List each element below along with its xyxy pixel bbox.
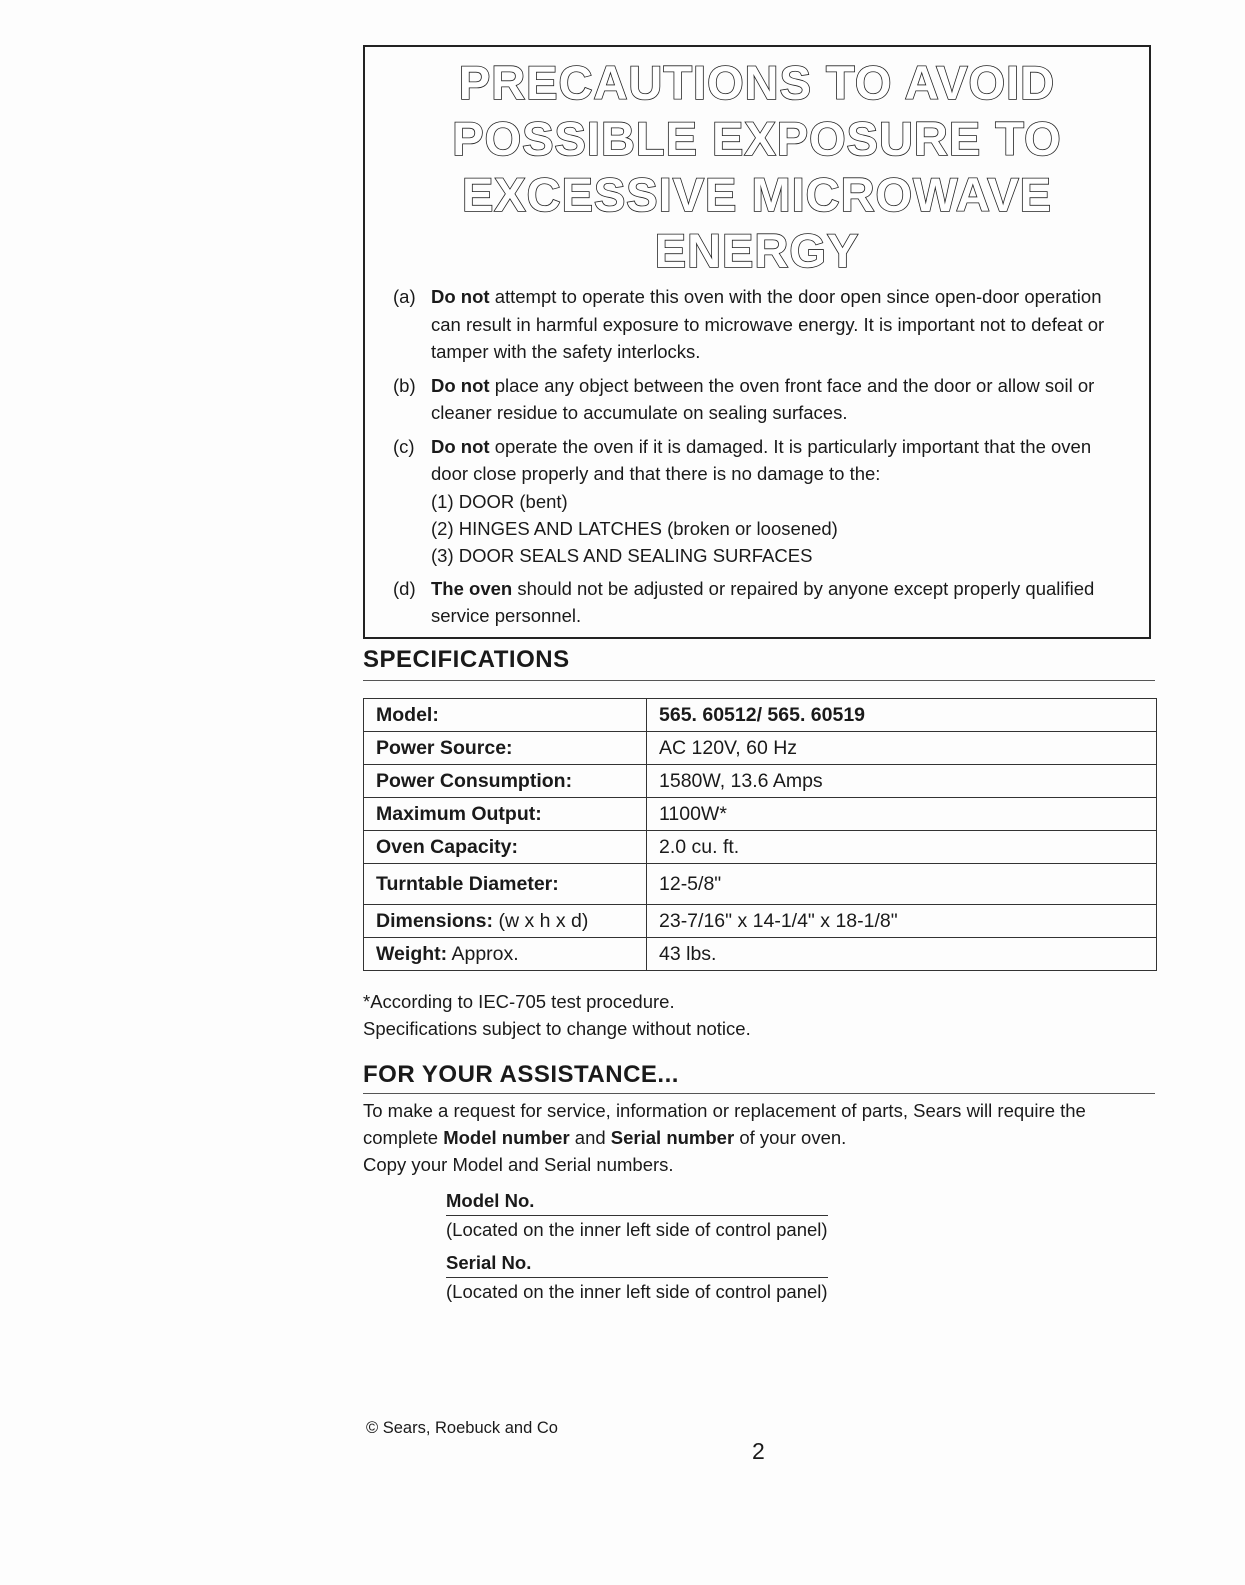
- spec-value: 43 lbs.: [647, 938, 1157, 971]
- precaution-text: operate the oven if it is damaged. It is particularly important that the oven door close properly and that there is no damage to the:: [431, 435, 1092, 484]
- precaution-label: (b): [393, 374, 416, 396]
- warning-title-line: EXCESSIVE MICROWAVE: [461, 168, 1053, 221]
- precaution-text: place any object between the oven front face and the door or allow soil or cleaner residue to accumulate on sealing surfaces.: [431, 374, 1095, 423]
- precaution-label: (c): [393, 435, 415, 457]
- table-row: [364, 732, 1157, 765]
- assistance-heading: FOR YOUR ASSISTANCE...: [363, 1061, 679, 1088]
- precaution-item: [393, 283, 1133, 366]
- spec-value: 1580W, 13.6 Amps: [647, 765, 1157, 798]
- copyright-notice: © Sears, Roebuck and Co: [366, 1419, 558, 1437]
- damage-check-item: (3) DOOR SEALS AND SEALING SURFACES: [431, 544, 813, 566]
- specifications-table: [363, 698, 1157, 971]
- table-row: [364, 864, 1157, 905]
- damage-check-item: (2) HINGES AND LATCHES (broken or loosened): [431, 517, 838, 539]
- spec-notes: [363, 988, 751, 1042]
- spec-value: 23-7/16" x 14-1/4" x 18-1/8": [647, 905, 1157, 938]
- precaution-text: should not be adjusted or repaired by anyone except properly qualified service personnel.: [431, 577, 1095, 626]
- spec-key: Maximum Output:: [364, 798, 647, 831]
- spec-footnote: *According to IEC-705 test procedure.: [363, 991, 675, 1012]
- serial-number-emphasis: Serial number: [610, 1127, 735, 1148]
- specifications-heading: SPECIFICATIONS: [363, 646, 570, 673]
- spec-key: Dimensions: (w x h x d): [364, 905, 647, 938]
- precaution-item: [393, 433, 1133, 569]
- model-no-location: (Located on the inner left side of control panel): [446, 1219, 828, 1240]
- warning-title-line: ENERGY: [654, 224, 860, 277]
- spec-notice: Specifications subject to change without notice.: [363, 1018, 751, 1039]
- page-number: 2: [752, 1438, 765, 1464]
- spec-key: Power Consumption:: [364, 765, 647, 798]
- assistance-paragraph: To make a request for service, information or replacement of parts, Sears will require the complete Model number and Serial number of your oven. Copy your Model and Serial numbers.: [363, 1097, 1153, 1178]
- precaution-lead: Do not: [431, 435, 490, 457]
- spec-value: 12-5/8": [647, 864, 1157, 905]
- table-row: [364, 938, 1157, 971]
- section-divider: [363, 680, 1155, 681]
- precaution-item: [393, 372, 1133, 427]
- precaution-text: attempt to operate this oven with the door open since open-door operation can result in harmful exposure to microwave energy. It is important not to defeat or tamper with the safety interlocks.: [431, 286, 1105, 362]
- precaution-lead: Do not: [431, 374, 490, 396]
- table-row: [364, 831, 1157, 864]
- table-row: [364, 798, 1157, 831]
- precaution-list: [393, 283, 1133, 636]
- spec-key: Oven Capacity:: [364, 831, 647, 864]
- record-fields: [446, 1187, 906, 1311]
- model-no-label: Model No.: [446, 1190, 535, 1211]
- spec-key: Weight: Approx.: [364, 938, 647, 971]
- spec-key: Model:: [364, 699, 647, 732]
- table-row: [364, 905, 1157, 938]
- spec-value: 1100W*: [647, 798, 1157, 831]
- precaution-label: (a): [393, 286, 416, 307]
- spec-key: Power Source:: [364, 732, 647, 765]
- precaution-item: [393, 575, 1133, 630]
- warning-box: [363, 45, 1151, 639]
- copy-instruction: Copy your Model and Serial numbers.: [363, 1154, 674, 1175]
- table-row: [364, 765, 1157, 798]
- spec-value: 565. 60512/ 565. 60519: [647, 699, 1157, 732]
- serial-no-location: (Located on the inner left side of control panel): [446, 1281, 828, 1302]
- spec-value: 2.0 cu. ft.: [647, 831, 1157, 864]
- serial-no-label: Serial No.: [446, 1252, 532, 1273]
- precaution-lead: The oven: [431, 577, 513, 599]
- damage-check-item: (1) DOOR (bent): [431, 490, 568, 512]
- precaution-lead: Do not: [431, 286, 490, 307]
- spec-key: Turntable Diameter:: [364, 864, 647, 905]
- warning-title-line: POSSIBLE EXPOSURE TO: [452, 112, 1062, 165]
- model-number-emphasis: Model number: [443, 1127, 570, 1148]
- section-divider: [363, 1093, 1155, 1094]
- warning-title: [365, 55, 1149, 279]
- warning-title-line: PRECAUTIONS TO AVOID: [458, 56, 1056, 109]
- spec-value: AC 120V, 60 Hz: [647, 732, 1157, 765]
- precaution-label: (d): [393, 577, 416, 599]
- table-row: [364, 699, 1157, 732]
